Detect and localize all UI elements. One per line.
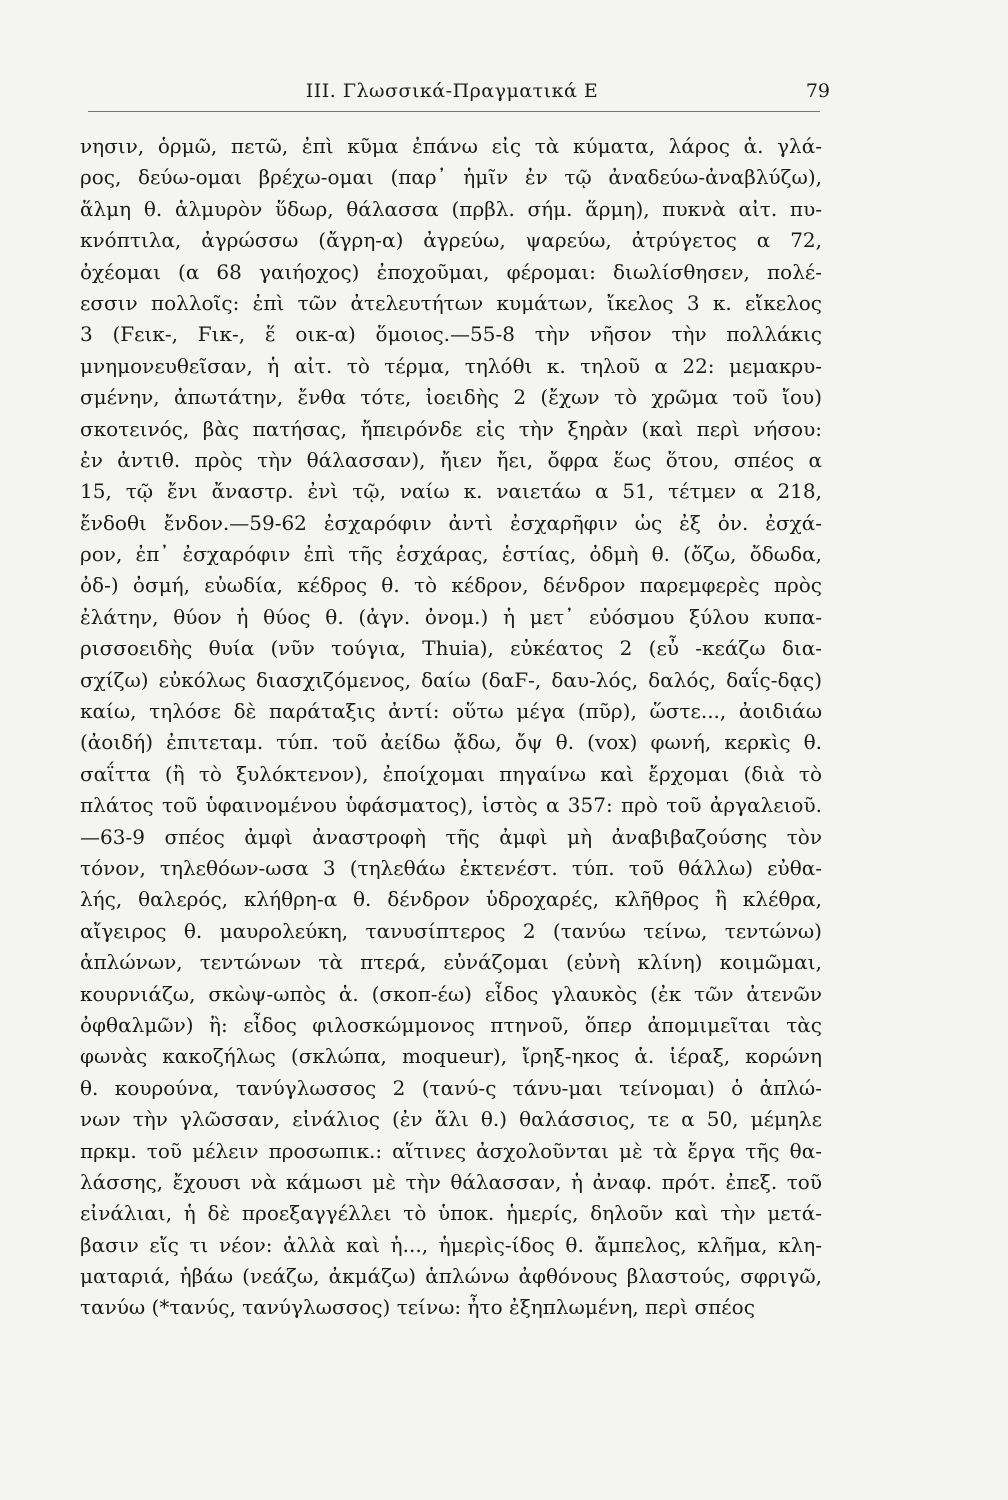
text-line: ἔνδοθι ἔνδον.—59-62 ἐσχαρόφιν ἀντὶ ἐσχαρῆφιν ὡς ἐξ ὀν. ἐσχά- — [80, 510, 822, 535]
text-line: λάσσης, ἔχουσι νὰ κάμωσι μὲ τὴν θάλασσαν, ἡ ἀναφ. πρότ. ἐπεξ. τοῦ — [80, 1169, 822, 1194]
text-line: αἴγειρος θ. μαυρολεύκη, τανυσίπτερος 2 (τανύω τείνω, τεντώνω) — [80, 918, 822, 943]
text-line: σαΐττα (ἢ τὸ ξυλόκτενον), ἐποίχομαι πηγαίνω καὶ ἔρχομαι (διὰ τὸ — [80, 761, 822, 786]
text-line: καίω, τηλόσε δὲ παράταξις ἀντί: οὕτω μέγα (πῦρ), ὥστε..., ἀοιδιάω — [80, 699, 822, 724]
text-line: βασιν εἴς τι νέον: ἀλλὰ καὶ ἡ..., ἡμερὶς-ίδος θ. ἄμπελος, κλῆμα, κλη- — [80, 1232, 822, 1257]
text-line: νων τὴν γλῶσσαν, εἰνάλιος (ἐν ἅλι θ.) θαλάσσιος, τε α 50, μέμηλε — [80, 1107, 822, 1132]
text-line: σμένην, ἀπωτάτην, ἔνθα τότε, ἰοειδὴς 2 (ἔχων τὸ χρῶμα τοῦ ἴου) — [80, 385, 822, 410]
text-line: ἁπλώνων, τεντώνων τὰ πτερά, εὐνάζομαι (εὐνὴ κλίνη) κοιμῶμαι, — [80, 950, 822, 975]
text-line: ὀδ-) ὀσμή, εὐωδία, κέδρος θ. τὸ κέδρον, δένδρον παρεμφερὲς πρὸς — [80, 573, 822, 598]
text-line: θ. κουρούνα, τανύγλωσσος 2 (τανύ-ς τάνυ-μαι τείνομαι) ὁ ἁπλώ- — [80, 1075, 822, 1100]
text-line: ρισσοειδὴς θυία (νῦν τούγια, Thuia), εὐκέατος 2 (εὖ -κεάζω δια- — [80, 636, 822, 661]
text-line: σχίζω) εὐκόλως διασχιζόμενος, δαίω (δαϜ-, δαυ-λός, δαλός, δαΐς-δᾳς) — [80, 667, 822, 692]
text-line: σκοτεινός, βὰς πατήσας, ἤπειρόνδε εἰς τὴν ξηρὰν (καὶ περὶ νήσου: — [80, 416, 822, 441]
text-line: εἰνάλιαι, ἡ δὲ προεξαγγέλλει τὸ ὑποκ. ἡμερίς, δηλοῦν καὶ τὴν μετά- — [80, 1201, 822, 1226]
text-body — [80, 131, 822, 1324]
text-line: (ἀοιδή) ἐπιτεταμ. τύπ. τοῦ ἀείδω ᾄδω, ὄψ θ. (vox) φωνή, κερκὶς θ. — [80, 730, 822, 755]
text-line: ἅλμη θ. ἁλμυρὸν ὕδωρ, θάλασσα (πρβλ. σήμ. ἅρμη), πυκνὰ αἰτ. πυ- — [80, 196, 822, 221]
text-line: ἐλάτην, θύον ἡ θύος θ. (ἀγν. ὀνομ.) ἡ μετ᾿ εὐόσμου ξύλου κυπα- — [80, 604, 822, 629]
text-line: νησιν, ὁρμῶ, πετῶ, ἐπὶ κῦμα ἐπάνω εἰς τὰ κύματα, λάρος ἁ. γλά- — [80, 134, 822, 158]
text-line: ρος, δεύω-ομαι βρέχω-ομαι (παρ᾿ ἡμῖν ἐν τῷ ἀναδεύω-ἀναβλύζω), — [80, 165, 822, 190]
running-head: III. Γλωσσικά-Πραγματικά Ε — [305, 80, 599, 102]
text-line: 3 (Ϝεικ-, Ϝικ-, ἕ οικ-α) ὅμοιος.—55-8 τὴν νῆσον τὴν πολλάκις — [80, 322, 822, 347]
text-line: λής, θαλερός, κλήθρη-α θ. δένδρον ὑδροχαρές, κλῆθρος ἢ κλέθρα, — [80, 887, 822, 912]
text-line: ματαριά, ἡβάω (νεάζω, ἀκμάζω) ἁπλώνω ἀφθόνους βλαστούς, σφριγῶ, — [80, 1264, 822, 1289]
header-rule — [88, 111, 820, 112]
text-line: 15, τῷ ἔνι ἄναστρ. ἐνὶ τῷ, ναίω κ. ναιετάω α 51, τέτμεν α 218, — [80, 479, 822, 504]
text-line: φωνὰς κακοζήλως (σκλώπα, moqueur), ἴρηξ-ηκος ἁ. ἱέραξ, κορώνη — [80, 1044, 822, 1069]
text-line: τόνον, τηλεθόων-ωσα 3 (τηλεθάω ἐκτενέστ. τύπ. τοῦ θάλλω) εὐθα- — [80, 855, 822, 880]
text-line: πρκμ. τοῦ μέλειν προσωπικ.: αἵτινες ἀσχολοῦνται μὲ τὰ ἔργα τῆς θα- — [80, 1138, 822, 1163]
text-line: πλάτος τοῦ ὑφαινομένου ὑφάσματος), ἱστὸς α 357: πρὸ τοῦ ἀργαλειοῦ. — [80, 793, 822, 818]
text-line: ἐν ἀντιθ. πρὸς τὴν θάλασσαν), ἤιεν ἤει, ὄφρα ἕως ὅτου, σπέος α — [80, 447, 822, 472]
text-line: κουρνιάζω, σκὼψ-ωπὸς ἁ. (σκοπ-έω) εἶδος γλαυκὸς (ἐκ τῶν ἀτενῶν — [80, 981, 822, 1006]
text-line: μνημονευθεῖσαν, ἡ αἰτ. τὸ τέρμα, τηλόθι κ. τηλοῦ α 22: μεμακρυ- — [80, 353, 822, 378]
text-line: ρον, ἐπ᾿ ἐσχαρόφιν ἐπὶ τῆς ἐσχάρας, ἑστίας, ὀδμὴ θ. (ὄζω, ὄδωδα, — [80, 542, 822, 567]
text-line: ὀχέομαι (α 68 γαιήοχος) ἐποχοῦμαι, φέρομαι: διωλίσθησεν, πολέ- — [80, 259, 822, 284]
text-line: ὀφθαλμῶν) ἢ: εἶδος φιλοσκώμμονος πτηνοῦ, ὅπερ ἀπομιμεῖται τὰς — [80, 1012, 822, 1037]
text-line: εσσιν πολλοῖς: ἐπὶ τῶν ἀτελευτήτων κυμάτων, ἴκελος 3 κ. εἴκελος — [80, 290, 822, 315]
text-line: κνόπτιλα, ἀγρώσσω (ἄγρη-α) ἀγρεύω, ψαρεύω, ἀτρύγετος α 72, — [80, 228, 822, 253]
page-number: 79 — [805, 80, 830, 102]
page-header — [82, 76, 830, 106]
text-line: —63-9 σπέος ἀμφὶ ἀναστροφὴ τῆς ἀμφὶ μὴ ἀναβιβαζούσης τὸν — [80, 824, 822, 849]
text-line: τανύω (*τανύς, τανύγλωσσος) τείνω: ἦτο ἐξηπλωμένη, περὶ σπέος — [80, 1295, 755, 1320]
